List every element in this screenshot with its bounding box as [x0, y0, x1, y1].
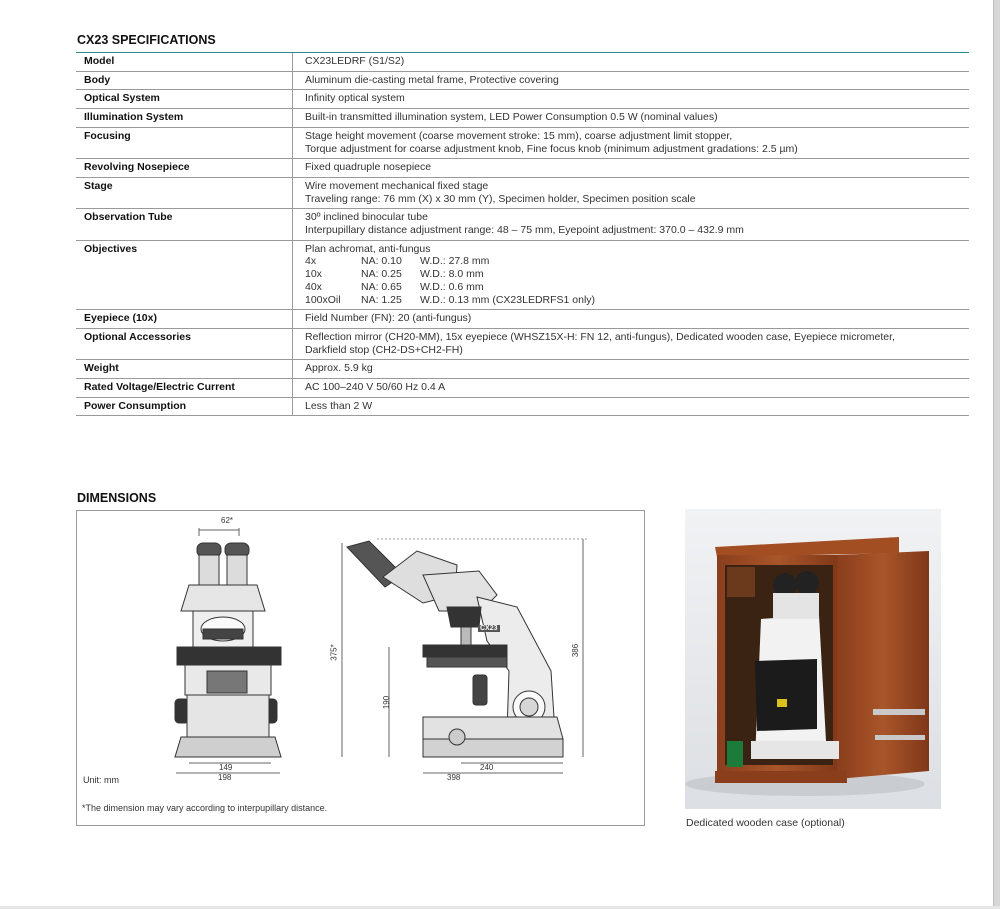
objective-wd: W.D.: 0.13 mm (CX23LEDRFS1 only): [420, 293, 596, 306]
spec-label: Optional Accessories: [76, 328, 293, 359]
page-edge: [993, 0, 1000, 909]
objective-wd: W.D.: 0.6 mm: [420, 280, 484, 293]
objective-mag: 40x: [305, 280, 322, 293]
spec-row: [76, 209, 969, 240]
spec-row: [76, 397, 969, 416]
objective-na: NA: 0.10: [361, 255, 402, 268]
dim-label-top-width: 62*: [221, 516, 234, 525]
spec-value-line: Interpupillary distance adjustment range: 48 – 75 mm, Eyepoint adjustment: 370.0 – 432.9 mm: [305, 224, 744, 237]
spec-value-line: Reflection mirror (CH20-MM), 15x eyepiece (WHSZ15X-H: FN 12, anti-fungus), Dedicated wooden case, Eyepiece micrometer,: [305, 330, 895, 343]
photo-caption: Dedicated wooden case (optional): [686, 817, 845, 829]
spec-value: [293, 310, 970, 329]
brand-mark: CX23: [480, 625, 498, 632]
dim-label-right-height: 386: [571, 643, 581, 658]
objective-item: [305, 255, 969, 268]
spec-row: [76, 379, 969, 398]
objective-wd: W.D.: 27.8 mm: [420, 255, 490, 268]
dimension-note: *The dimension may vary according to interpupillary distance.: [82, 803, 328, 813]
specifications-table: [76, 53, 969, 416]
dim-label-stage-height: 190: [382, 695, 392, 710]
unit-label: Unit: mm: [83, 775, 119, 785]
spec-value-line: Approx. 5.9 kg: [305, 362, 373, 375]
wooden-case-illustration: [685, 509, 941, 809]
wooden-case-photo: [685, 509, 941, 809]
spec-value-line: Field Number (FN): 20 (anti-fungus): [305, 312, 472, 325]
spec-value-line: 30º inclined binocular tube: [305, 211, 428, 224]
spec-value: [293, 71, 970, 90]
spec-label: Optical System: [76, 90, 293, 109]
objective-na: NA: 1.25: [361, 293, 402, 306]
spec-row: [76, 71, 969, 90]
spec-row: [76, 328, 969, 359]
spec-label: Stage: [76, 177, 293, 208]
spec-value-line: Infinity optical system: [305, 92, 405, 105]
spec-value: [293, 109, 970, 128]
spec-value: [293, 90, 970, 109]
dim-label-total-height: 375*: [329, 644, 339, 661]
specifications-title: CX23 SPECIFICATIONS: [77, 33, 216, 47]
spec-value-line: Built-in transmitted illumination system, LED Power Consumption 0.5 W (nominal values): [305, 111, 718, 124]
objectives-heading: Plan achromat, anti-fungus: [305, 242, 431, 255]
spec-row: [76, 109, 969, 128]
spec-value: [293, 328, 970, 359]
spec-label: Eyepiece (10x): [76, 310, 293, 329]
objective-na: NA: 0.25: [361, 268, 402, 281]
spec-value: [293, 177, 970, 208]
spec-label: Weight: [76, 360, 293, 379]
spec-label: Focusing: [76, 127, 293, 158]
spec-value-line: Darkfield stop (CH2-DS+CH2-FH): [305, 343, 463, 356]
front-view-drawing: [175, 528, 281, 773]
spec-value-line: AC 100–240 V 50/60 Hz 0.4 A: [305, 381, 446, 394]
dim-label-depth-outer: 398: [447, 773, 461, 782]
spec-value: [293, 159, 970, 178]
objective-mag: 10x: [305, 268, 322, 281]
side-view-drawing: [342, 539, 587, 773]
spec-value-line: Wire movement mechanical fixed stage: [305, 179, 489, 192]
spec-value-line: Stage height movement (coarse movement stroke: 15 mm), coarse adjustment limit stopper,: [305, 129, 733, 142]
objective-wd: W.D.: 8.0 mm: [420, 268, 484, 281]
spec-row: [76, 177, 969, 208]
spec-label: Observation Tube: [76, 209, 293, 240]
spec-label: Model: [76, 53, 293, 71]
spec-value-line: Aluminum die-casting metal frame, Protective covering: [305, 73, 559, 86]
dimensions-title: DIMENSIONS: [77, 491, 157, 505]
spec-value-line: Torque adjustment for coarse adjustment knob, Fine focus knob (minimum adjustment gradations: 2.5 µm): [305, 142, 798, 155]
spec-row: [76, 53, 969, 71]
objective-mag: 100xOil: [305, 293, 341, 306]
spec-value-line: CX23LEDRF (S1/S2): [305, 55, 405, 67]
objective-item: [305, 294, 969, 307]
spec-label: Rated Voltage/Electric Current: [76, 379, 293, 398]
spec-label: Objectives: [76, 240, 293, 310]
spec-label: Illumination System: [76, 109, 293, 128]
spec-row: [76, 310, 969, 329]
dim-label-base-inner: 149: [219, 763, 233, 772]
spec-value: [293, 53, 970, 71]
spec-row: [76, 159, 969, 178]
dim-label-depth-inner: 240: [480, 763, 494, 772]
spec-value: [293, 397, 970, 416]
spec-value: [293, 127, 970, 158]
dim-label-base-outer: 198: [218, 773, 232, 782]
objective-item: [305, 268, 969, 281]
spec-label: Body: [76, 71, 293, 90]
spec-value-line: Fixed quadruple nosepiece: [305, 161, 432, 174]
spec-label: Revolving Nosepiece: [76, 159, 293, 178]
spec-row: [76, 360, 969, 379]
objective-mag: 4x: [305, 255, 317, 268]
spec-value: [293, 360, 970, 379]
spec-value-line: Less than 2 W: [305, 399, 373, 412]
objective-item: [305, 281, 969, 294]
spec-label: Power Consumption: [76, 397, 293, 416]
objective-na: NA: 0.65: [361, 280, 402, 293]
spec-row-objectives: [76, 240, 969, 310]
spec-row: [76, 127, 969, 158]
spec-row: [76, 90, 969, 109]
dimensions-drawing-box: [76, 510, 645, 826]
spec-value-line: Traveling range: 76 mm (X) x 30 mm (Y), Specimen holder, Specimen position scale: [305, 192, 696, 205]
spec-value: [293, 209, 970, 240]
dimension-drawings: [77, 511, 644, 825]
objectives-value: [293, 240, 970, 310]
spec-value: [293, 379, 970, 398]
